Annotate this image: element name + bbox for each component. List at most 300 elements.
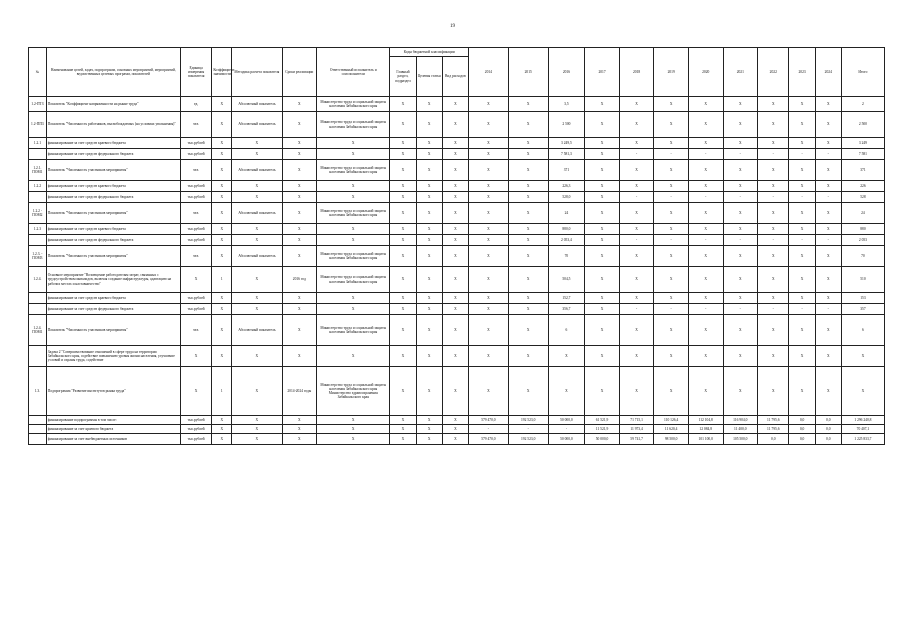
table-cell: 50 000,0	[585, 434, 620, 445]
table-cell: Х	[468, 181, 508, 192]
table-cell: -	[654, 192, 689, 203]
table-cell: -	[654, 149, 689, 160]
table-cell: Х	[723, 181, 758, 192]
table-cell: 0,0	[789, 425, 815, 434]
table-cell: Х	[442, 192, 468, 203]
table-cell: Х	[282, 203, 317, 224]
table-cell: 2014-2024 годы	[282, 367, 317, 416]
table-cell: Х	[758, 267, 789, 293]
table-cell: Х	[232, 181, 282, 192]
table-cell: 11 620,4	[654, 425, 689, 434]
col-header-term: Сроки реализации	[282, 48, 317, 97]
col-header-coef: Коэффициент значимости	[212, 48, 232, 97]
table-cell: Х	[212, 235, 232, 246]
table-cell: 0,0	[815, 434, 841, 445]
table-cell: Х	[723, 346, 758, 367]
table-cell: Х	[619, 112, 654, 138]
table-cell	[29, 192, 47, 203]
table-cell: Х	[390, 235, 416, 246]
table-cell: Х	[468, 149, 508, 160]
table-cell: Х	[416, 181, 442, 192]
table-cell: Х	[212, 346, 232, 367]
table-cell: 70 407,1	[841, 425, 884, 434]
table-cell: 153	[841, 293, 884, 304]
table-row	[29, 160, 885, 181]
table-cell: Основное мероприятие "Возмещение работодателям затрат, связанных с трудоустройством инвалидов, включая создание инфраструктуры, адаптацию на рабочих местах и наставничество"	[46, 267, 180, 293]
page-number: 19	[450, 24, 455, 29]
table-cell: Х	[688, 267, 723, 293]
table-cell: Абсолютный показатель	[232, 315, 282, 346]
table-cell: -	[815, 149, 841, 160]
table-cell: Х	[282, 224, 317, 235]
table-cell: Х	[232, 346, 282, 367]
table-cell: Х	[317, 224, 390, 235]
table-cell: тыс.рублей	[180, 304, 211, 315]
col-header-year: 2021	[723, 48, 758, 97]
table-cell: Х	[654, 160, 689, 181]
table-cell: -	[688, 304, 723, 315]
table-cell: 1.2.4.	[29, 267, 47, 293]
table-cell: Показатель "Коэффициент напряженности на рынке труда"	[46, 97, 180, 112]
table-cell: Х	[789, 246, 815, 267]
table-cell: Министерство труда и социальной защиты населения Забайкальского края	[317, 97, 390, 112]
col-header-year: 2022	[758, 48, 789, 97]
table-cell: Х	[619, 181, 654, 192]
table-cell: Х	[442, 160, 468, 181]
table-cell: Х	[282, 246, 317, 267]
table-cell: Х	[508, 112, 548, 138]
table-cell: Х	[232, 149, 282, 160]
table-cell: Х	[416, 246, 442, 267]
table-cell: Х	[688, 97, 723, 112]
table-cell: -	[723, 192, 758, 203]
table-row	[29, 97, 885, 112]
table-cell: 371	[841, 160, 884, 181]
table-cell: 880,0	[548, 224, 585, 235]
table-cell: Х	[723, 246, 758, 267]
table-cell: Показатель "Численность участников мероприятия"	[46, 203, 180, 224]
table-cell: финансирование за счет средств краевого бюджета	[46, 138, 180, 149]
table-cell: Х	[180, 267, 211, 293]
table-cell: Абсолютный показатель	[232, 203, 282, 224]
table-cell: Х	[282, 315, 317, 346]
table-cell: 1.2.1	[29, 138, 47, 149]
table-cell: Х	[723, 112, 758, 138]
table-cell: Х	[317, 192, 390, 203]
table-cell: Показатель "Численность участников мероприятия"	[46, 246, 180, 267]
table-cell: -	[815, 235, 841, 246]
table-cell: 528,0	[548, 192, 585, 203]
table-cell: Х	[282, 434, 317, 445]
table-cell: Х	[282, 304, 317, 315]
table-cell: Министерство труда и социальной защиты населения Забайкальского края	[317, 267, 390, 293]
col-header-codes: Коды бюджетной классификации	[390, 48, 469, 57]
table-cell: финансирование за счет средств федерального бюджета	[46, 149, 180, 160]
table-cell: -	[468, 425, 508, 434]
table-cell: Х	[232, 138, 282, 149]
table-cell: Х	[390, 293, 416, 304]
table-cell: Х	[723, 367, 758, 416]
table-cell: Х	[723, 315, 758, 346]
table-cell: Х	[654, 293, 689, 304]
table-cell: Х	[442, 315, 468, 346]
table-cell: Х	[212, 425, 232, 434]
table-cell: -	[723, 304, 758, 315]
table-cell: Х	[688, 181, 723, 192]
table-cell: Х	[282, 112, 317, 138]
table-cell: Х	[841, 367, 884, 416]
table-cell: Х	[654, 315, 689, 346]
table-cell: 1 296 240,8	[841, 416, 884, 425]
table-cell: Х	[390, 246, 416, 267]
table-cell: Х	[212, 416, 232, 425]
table-cell: Х	[442, 416, 468, 425]
table-row	[29, 224, 885, 235]
table-cell: -	[654, 304, 689, 315]
table-cell: Х	[442, 97, 468, 112]
table-cell: Х	[508, 192, 548, 203]
table-cell: Х	[282, 160, 317, 181]
table-cell: Х	[723, 224, 758, 235]
table-cell: Х	[815, 246, 841, 267]
table-cell: Х	[416, 425, 442, 434]
table-cell: Х	[508, 367, 548, 416]
table-cell: -	[548, 425, 585, 434]
table-cell: Х	[508, 181, 548, 192]
table-cell: Х	[317, 293, 390, 304]
table-cell: 101 100,0	[688, 434, 723, 445]
table-cell: -	[619, 235, 654, 246]
table-cell: 2 053,4	[548, 235, 585, 246]
table-cell: финансирование подпрограммы в том числе:	[46, 416, 180, 425]
table-cell: чел.	[180, 315, 211, 346]
table-cell: -	[619, 149, 654, 160]
table-cell: Х	[789, 315, 815, 346]
table-cell: 1.2.4. ПОМ1	[29, 315, 47, 346]
table-cell: Х	[468, 315, 508, 346]
table-cell: финансирование за счет средств федерального бюджета	[46, 192, 180, 203]
table-cell: Х	[390, 304, 416, 315]
table-cell: Х	[508, 246, 548, 267]
table-cell	[29, 346, 47, 367]
table-cell: Х	[585, 235, 620, 246]
table-cell: 3 249	[841, 138, 884, 149]
col-header-unit: Единица измерения показателя	[180, 48, 211, 97]
table-cell: Х	[180, 346, 211, 367]
table-cell: Х	[789, 160, 815, 181]
table-cell: 528	[841, 192, 884, 203]
table-cell: Х	[758, 293, 789, 304]
table-cell: 1.3.	[29, 367, 47, 416]
table-cell	[29, 434, 47, 445]
table-cell: Х	[815, 367, 841, 416]
table-cell: Х	[442, 267, 468, 293]
table-cell: Х	[508, 97, 548, 112]
table-cell: Х	[212, 149, 232, 160]
table-cell: Х	[232, 304, 282, 315]
table-cell: -	[789, 304, 815, 315]
table-cell: Х	[442, 367, 468, 416]
col-header-year: 2024	[815, 48, 841, 97]
table-cell: Х	[758, 246, 789, 267]
table-cell: Х	[390, 416, 416, 425]
table-cell: 226	[841, 181, 884, 192]
table-cell: Х	[654, 181, 689, 192]
table-cell: Х	[585, 149, 620, 160]
table-cell	[29, 149, 47, 160]
col-header-name: Наименование целей, задач, подпрограмм, основных мероприятий, мероприятий, ведомственных целевых программ, показателей	[46, 48, 180, 97]
table-row	[29, 235, 885, 246]
table-cell: Х	[390, 267, 416, 293]
table-cell: Х	[390, 192, 416, 203]
table-cell: Х	[212, 97, 232, 112]
table-cell: Показатель "Численность участников мероприятия"	[46, 315, 180, 346]
table-cell: Х	[508, 224, 548, 235]
table-cell: Министерство труда и социальной защиты населения Забайкальского края	[317, 112, 390, 138]
table-cell: финансирование за счет средств федерального бюджета	[46, 235, 180, 246]
table-cell: 226,3	[548, 181, 585, 192]
table-cell: финансирование за счет средств федерального бюджета	[46, 304, 180, 315]
table-cell: -	[619, 304, 654, 315]
table-cell: Х	[789, 97, 815, 112]
table-cell: 1	[212, 367, 232, 416]
table-row	[29, 416, 885, 425]
table-cell: Х	[317, 149, 390, 160]
table-cell: Х	[815, 267, 841, 293]
table-cell: Х	[815, 97, 841, 112]
table-cell: тыс.рублей	[180, 138, 211, 149]
table-cell: Х	[789, 203, 815, 224]
table-row	[29, 293, 885, 304]
table-cell: 11 795,6	[758, 416, 789, 425]
table-cell: 1	[212, 267, 232, 293]
table-cell	[29, 293, 47, 304]
table-cell: 61 521,9	[585, 416, 620, 425]
table-cell: 1.2.1. ПОМ1	[29, 160, 47, 181]
table-cell: Х	[585, 203, 620, 224]
table-cell: Х	[585, 181, 620, 192]
table-cell: Х	[758, 181, 789, 192]
table-row	[29, 112, 885, 138]
table-cell: Х	[468, 97, 508, 112]
table-cell: Х	[723, 97, 758, 112]
table-cell: Х	[416, 434, 442, 445]
table-cell: Х	[282, 416, 317, 425]
table-cell: 0,0	[815, 425, 841, 434]
table-cell: Х	[758, 203, 789, 224]
table-cell: -	[789, 235, 815, 246]
table-cell: Х	[758, 97, 789, 112]
table-cell: Х	[212, 224, 232, 235]
table-cell: -	[723, 149, 758, 160]
table-cell: финансирование за счет краевого бюджета	[46, 425, 180, 434]
table-cell: Х	[548, 346, 585, 367]
table-cell: Х	[815, 160, 841, 181]
table-cell: Х	[585, 315, 620, 346]
table-cell: Х	[688, 346, 723, 367]
table-cell: Х	[232, 367, 282, 416]
table-cell: Х	[317, 235, 390, 246]
table-cell: Х	[468, 246, 508, 267]
table-cell: 1.2.2 - ПОМ2	[29, 203, 47, 224]
table-cell: Х	[212, 246, 232, 267]
table-cell: Х	[815, 293, 841, 304]
table-cell: 1.2.2	[29, 181, 47, 192]
table-cell: 880	[841, 224, 884, 235]
table-cell: Х	[585, 138, 620, 149]
table-cell: Х	[416, 304, 442, 315]
table-cell: 356,7	[548, 304, 585, 315]
table-cell: Х	[232, 293, 282, 304]
table-cell: Х	[282, 192, 317, 203]
table-cell: -	[758, 304, 789, 315]
table-cell: Х	[815, 138, 841, 149]
table-cell: Х	[390, 181, 416, 192]
table-cell: чел.	[180, 160, 211, 181]
table-cell: Х	[619, 138, 654, 149]
table-row	[29, 246, 885, 267]
table-cell: 2	[841, 97, 884, 112]
table-cell: Х	[232, 192, 282, 203]
table-cell: Х	[789, 112, 815, 138]
table-cell: Х	[619, 367, 654, 416]
table-row	[29, 315, 885, 346]
table-cell: Х	[619, 315, 654, 346]
table-cell: -	[758, 149, 789, 160]
table-cell: 98 500,0	[654, 434, 689, 445]
table-row	[29, 138, 885, 149]
table-cell: ед.	[180, 97, 211, 112]
table-cell: Х	[508, 346, 548, 367]
col-header-year: 2020	[688, 48, 723, 97]
table-cell: Х	[416, 97, 442, 112]
table-cell: Х	[416, 149, 442, 160]
table-cell: Х	[282, 97, 317, 112]
table-cell: Х	[390, 112, 416, 138]
table-cell: тыс.рублей	[180, 149, 211, 160]
table-cell: Х	[789, 293, 815, 304]
table-cell: Х	[688, 367, 723, 416]
table-cell	[29, 416, 47, 425]
table-cell: Х	[442, 181, 468, 192]
table-cell: Х	[282, 235, 317, 246]
col-header-year: 2014	[468, 48, 508, 97]
table-cell: Х	[654, 346, 689, 367]
col-header-year: 2018	[619, 48, 654, 97]
table-cell: -	[789, 149, 815, 160]
table-row	[29, 149, 885, 160]
table-cell: Х	[688, 246, 723, 267]
table-cell: 1 225 833,7	[841, 434, 884, 445]
table-cell: Х	[654, 138, 689, 149]
table-cell: Х	[416, 160, 442, 181]
table-cell: Х	[390, 97, 416, 112]
table-cell: Х	[390, 434, 416, 445]
table-cell: Х	[619, 160, 654, 181]
table-cell: Х	[416, 112, 442, 138]
table-cell: Х	[416, 235, 442, 246]
table-body	[29, 97, 885, 445]
table-cell: Х	[416, 203, 442, 224]
table-cell: 0,0	[789, 416, 815, 425]
table-cell: Х	[442, 224, 468, 235]
table-cell: Х	[585, 160, 620, 181]
table-cell: Министерство труда и социальной защиты населения Забайкальского края	[317, 246, 390, 267]
table-cell: -	[723, 235, 758, 246]
table-cell: Х	[789, 224, 815, 235]
table-cell: Х	[585, 112, 620, 138]
table-cell: Х	[416, 138, 442, 149]
table-cell: Х	[758, 224, 789, 235]
table-cell: Х	[442, 235, 468, 246]
table-row	[29, 203, 885, 224]
table-row	[29, 304, 885, 315]
table-cell: 12 084,8	[688, 425, 723, 434]
table-cell: Х	[723, 203, 758, 224]
table-cell: Х	[212, 160, 232, 181]
table-cell: финансирование за счет средств краевого бюджета	[46, 181, 180, 192]
table-row	[29, 434, 885, 445]
table-cell: Х	[585, 304, 620, 315]
table-cell: тыс.рублей	[180, 224, 211, 235]
table-cell: Х	[654, 224, 689, 235]
table-cell: 70	[841, 246, 884, 267]
table-cell: 11 795,6	[758, 425, 789, 434]
table-cell: Х	[654, 112, 689, 138]
table-cell: Х	[442, 246, 468, 267]
col-header-method: Методика расчета показателя	[232, 48, 282, 97]
table-cell: Х	[723, 138, 758, 149]
table-cell: Х	[585, 192, 620, 203]
table-cell: Х	[442, 203, 468, 224]
table-cell: Задача 2 "Совершенствование отношений в сфере труда на территории Забайкальского края, содействие повышению уровня жизни населения, улучшение условий и охраны труда, содействие	[46, 346, 180, 367]
col-header-chapter: Главный раздел, подраздел	[390, 57, 416, 97]
table-cell: Х	[758, 346, 789, 367]
budget-indicators-table	[28, 47, 885, 445]
table-cell: Министерство труда и социальной защиты населения Забайкальского края Министерство здравоохранения Забайкальского края	[317, 367, 390, 416]
table-cell: Х	[619, 224, 654, 235]
table-cell: Х	[508, 304, 548, 315]
table-cell: Х	[180, 367, 211, 416]
table-cell: Х	[390, 138, 416, 149]
table-cell: Х	[282, 425, 317, 434]
table-cell: Х	[508, 267, 548, 293]
table-cell: Х	[548, 367, 585, 416]
table-cell: Х	[619, 97, 654, 112]
table-cell: Х	[212, 293, 232, 304]
table-cell: тыс.рублей	[180, 192, 211, 203]
table-cell: Х	[508, 293, 548, 304]
table-cell: Х	[317, 138, 390, 149]
table-cell: Х	[390, 367, 416, 416]
table-cell: 504,5	[548, 267, 585, 293]
table-cell: Х	[317, 346, 390, 367]
table-cell: 1.2.3. - ПОМ3	[29, 246, 47, 267]
table-cell: Х	[282, 293, 317, 304]
table-cell: Х	[619, 246, 654, 267]
table-cell: Х	[416, 346, 442, 367]
table-cell: Подпрограмма "Развитие институтов рынка труда"	[46, 367, 180, 416]
table-cell: Х	[212, 181, 232, 192]
table-cell: Х	[508, 138, 548, 149]
table-cell	[29, 425, 47, 434]
table-cell: Х	[815, 315, 841, 346]
table-cell: 579 470,0	[468, 416, 508, 425]
table-cell: Абсолютный показатель	[232, 112, 282, 138]
table-cell: Х	[416, 416, 442, 425]
table-cell: 371	[548, 160, 585, 181]
table-cell: 24	[548, 203, 585, 224]
